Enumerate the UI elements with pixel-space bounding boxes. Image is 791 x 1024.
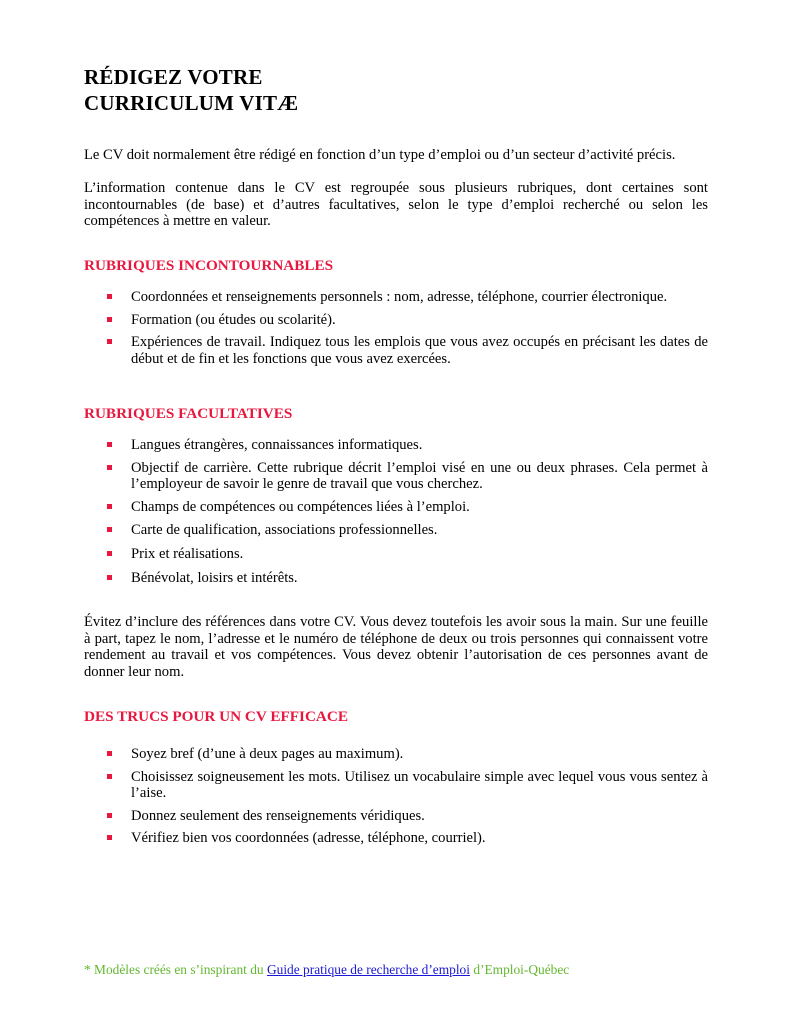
bullet-icon [107, 442, 112, 447]
list-item: Formation (ou études ou scolarité). [84, 312, 708, 329]
section-heading-optional: RUBRIQUES FACULTATIVES [84, 405, 293, 422]
list-item: Donnez seulement des renseignements véridiques. [84, 808, 708, 825]
list-item: Expériences de travail. Indiquez tous les emplois que vous avez occupés en précisant les dates de début et de fin et les fonctions que vous avez exercées. [84, 334, 708, 367]
page-title [84, 64, 298, 116]
bullet-icon [107, 465, 112, 470]
list-item: Langues étrangères, connaissances informatiques. [84, 437, 708, 454]
title-line-2: CURRICULUM VITÆ [84, 91, 299, 115]
bullet-icon [107, 527, 112, 532]
optional-list [84, 437, 708, 586]
bullet-icon [107, 774, 112, 779]
list-item: Choisissez soigneusement les mots. Utilisez un vocabulaire simple avec lequel vous vous sentez à l’aise. [84, 769, 708, 802]
list-item: Prix et réalisations. [84, 546, 708, 563]
list-item: Champs de compétences ou compétences liées à l’emploi. [84, 499, 708, 516]
essential-list [84, 289, 708, 367]
bullet-icon [107, 835, 112, 840]
list-item: Soyez bref (d’une à deux pages au maximum). [84, 746, 708, 763]
tips-list [84, 746, 708, 847]
bullet-icon [107, 317, 112, 322]
guide-link[interactable]: Guide pratique de recherche d’emploi [266, 962, 470, 977]
list-item: Objectif de carrière. Cette rubrique décrit l’emploi visé en une ou deux phrases. Cela permet à l’employeur de savoir le genre de travail que vous cherchez. [84, 460, 708, 493]
bullet-icon [107, 551, 112, 556]
footer-prefix: * Modèles créés en s’inspirant du [84, 962, 267, 977]
bullet-icon [107, 813, 112, 818]
bullet-icon [107, 504, 112, 509]
bullet-icon [107, 751, 112, 756]
bullet-icon [107, 294, 112, 299]
references-paragraph: Évitez d’inclure des références dans votre CV. Vous devez toutefois les avoir sous la main. Sur une feuille à part, tapez le nom, l’adresse et le numéro de téléphone de deux ou trois personnes qui connaissent votre rendement au travail et vos compétences. Vous devez obtenir l’autorisation de ces personnes avant de donner leur nom. [84, 614, 708, 680]
title-line-1: RÉDIGEZ VOTRE [84, 65, 263, 89]
intro-paragraph-2: L’information contenue dans le CV est regroupée sous plusieurs rubriques, dont certaines sont incontournables (de base) et d’autres facultatives, selon le type d’emploi recherché ou selon les compétences à mettre en valeur. [84, 180, 708, 230]
footer-note [84, 962, 569, 978]
list-item: Coordonnées et renseignements personnels : nom, adresse, téléphone, courrier électronique. [84, 289, 708, 306]
list-item: Bénévolat, loisirs et intérêts. [84, 570, 708, 587]
footer-suffix: d’Emploi-Québec [469, 962, 570, 977]
list-item: Carte de qualification, associations professionnelles. [84, 522, 708, 539]
section-heading-tips: DES TRUCS POUR UN CV EFFICACE [84, 708, 348, 725]
intro-paragraph-1: Le CV doit normalement être rédigé en fonction d’un type d’emploi ou d’un secteur d’activité précis. [84, 147, 676, 163]
section-heading-essential: RUBRIQUES INCONTOURNABLES [84, 257, 334, 274]
bullet-icon [107, 575, 112, 580]
bullet-icon [107, 339, 112, 344]
list-item: Vérifiez bien vos coordonnées (adresse, téléphone, courriel). [84, 830, 708, 847]
